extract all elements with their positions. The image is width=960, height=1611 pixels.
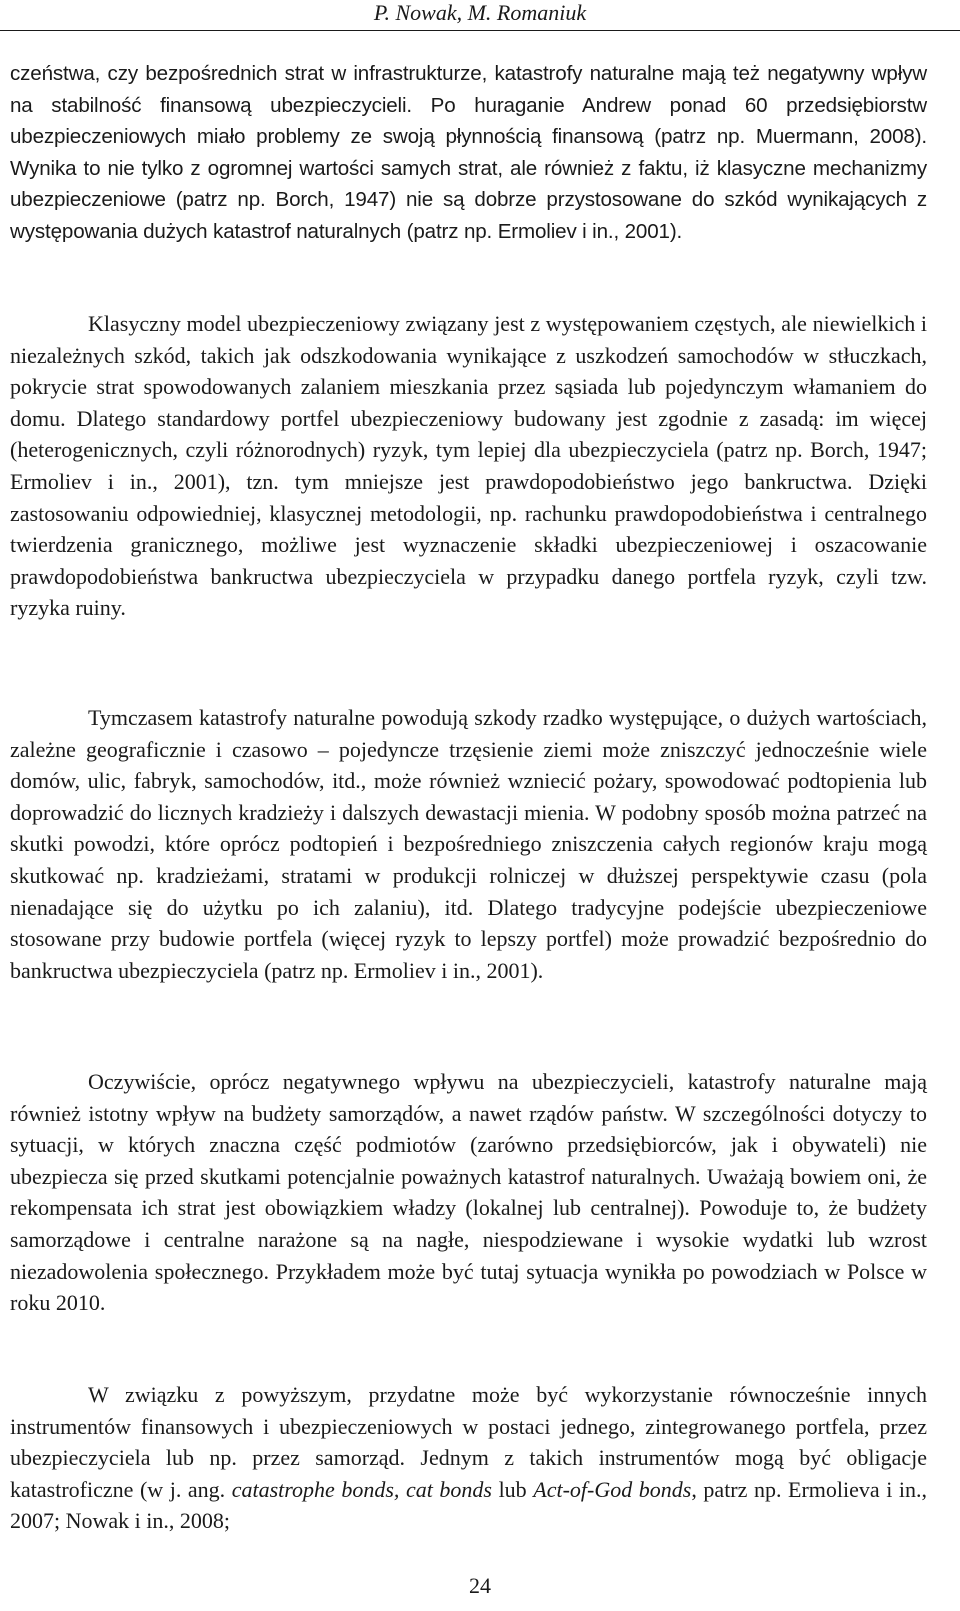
paragraph-3: Tymczasem katastrofy naturalne powodują szkody rzadko występujące, o dużych wartościach, zależne geograficznie i czasowo – pojedyncze trzęsienie ziemi może zniszczyć jednocześnie wiele domów, ulic, fabryk, samochodów, itd., może również wzniecić pożary, spowodować podtopienia lub doprowadzić do licznych kradzieży i dalszych dewastacji mienia. W podobny sposób można patrzeć na skutki powodzi, które oprócz podtopień i bezpośredniego zniszczenia całych regionów kraju mogą skutkować np. kradzieżami, stratami w produkcji rolniczej w dłuższej perspektywie czasu (pola nienadające się do użytku po ich zalaniu), itd. Dlatego tradycyjne podejście ubezpieczeniowe stosowane przy budowie portfela (więcej ryzyk to lepszy portfel) może prowadzić bezpośrednio do bankructwa ubezpieczyciela (patrz np. Ermoliev i in., 2001). xyxy=(10,705,927,983)
page-number: 24 xyxy=(469,1573,491,1598)
paragraph-1: czeństwa, czy bezpośrednich strat w infrastrukturze, katastrofy naturalne mają też negatywny wpływ na stabilność finansową ubezpieczycieli. Po huraganie Andrew ponad 60 przedsiębiorstw ubezpieczeniowych miało problemy ze swoją płynnością finansową (patrz np. Muermann, 2008). Wynika to nie tylko z ogromnej wartości samych strat, ale również z faktu, iż klasyczne mechanizmy ubezpieczeniowe (patrz np. Borch, 1947) nie są dobrze przystosowane do szkód wynikających z występowania dużych katastrof naturalnych (patrz np. Ermoliev i in., 2001). xyxy=(10,62,927,243)
paragraph-5 xyxy=(10,1379,927,1537)
paragraph-4: Oczywiście, oprócz negatywnego wpływu na ubezpieczycieli, katastrofy naturalne mają również istotny wpływ na budżety samorządów, a nawet rządów państw. W szczególności dotyczy to sytuacji, w których znaczna część podmiotów (zarówno przedsiębiorców, jak i obywateli) nie ubezpiecza się przed skutkami potencjalnie poważnych katastrof naturalnych. Uważają bowiem oni, że rekompensata ich strat jest obowiązkiem władzy (lokalnej lub centralnej). Powoduje to, że budżety samorządowe i centralne narażone są na nagłe, niespodziewane i wysokie wydatki lub wzrost niezadowolenia społecznego. Przykładem może być tutaj sytuacja wynikła po powodziach w Polsce w roku 2010. xyxy=(10,1069,927,1316)
paragraph-5-term-cat-bonds: catastrophe bonds, cat bonds xyxy=(231,1476,492,1502)
header-rule xyxy=(0,30,960,31)
paragraph-5-term-act-of-god: Act-of-God bonds xyxy=(533,1476,692,1502)
paragraph-5-text-end: , patrz np. Ermolieva i in., 2007; Nowak i in., 2008; xyxy=(10,1476,928,1534)
paragraph-2: Klasyczny model ubezpieczeniowy związany jest z występowaniem częstych, ale niewielkich i niezależnych szkód, takich jak odszkodowania wynikające z uszkodzeń samochodów w stłuczkach, pokrycie strat spowodowanych zalaniem mieszkania przez sąsiada lub pojedynczym włamaniem do domu. Dlatego standardowy portfel ubezpieczeniowy budowany jest zgodnie z zasadą: im więcej (heterogenicznych, czyli różnorodnych) ryzyk, tym lepiej dla ubezpieczyciela (patrz np. Borch, 1947; Ermoliev i in., 2001), tzn. tym mniejsze jest prawdopodobieństwo jego bankructwa. Dzięki zastosowaniu odpowiedniej, klasycznej metodologii, np. rachunku prawdopodobieństwa i centralnego twierdzenia granicznego, możliwe jest wyznaczenie składki ubezpieczeniowej i oszacowanie prawdopodobieństwa bankructwa ubezpieczyciela w przypadku danego portfela ryzyk, czyli tzw. ryzyka ruiny. xyxy=(10,311,927,621)
paragraph-5-text-start: W związku z powyższym, przydatne może być wykorzystanie równocześnie innych instrumentów finansowych i ubezpieczeniowych w postaci jednego, zintegrowanego portfela, przez ubezpieczyciela lub np. przez samorząd. Jednym z takich instrumentów mogą być obligacje katastroficzne (w j. ang. xyxy=(10,1382,927,1502)
paragraph-5-text-mid: lub xyxy=(492,1476,534,1502)
running-header: P. Nowak, M. Romaniuk xyxy=(373,0,587,25)
